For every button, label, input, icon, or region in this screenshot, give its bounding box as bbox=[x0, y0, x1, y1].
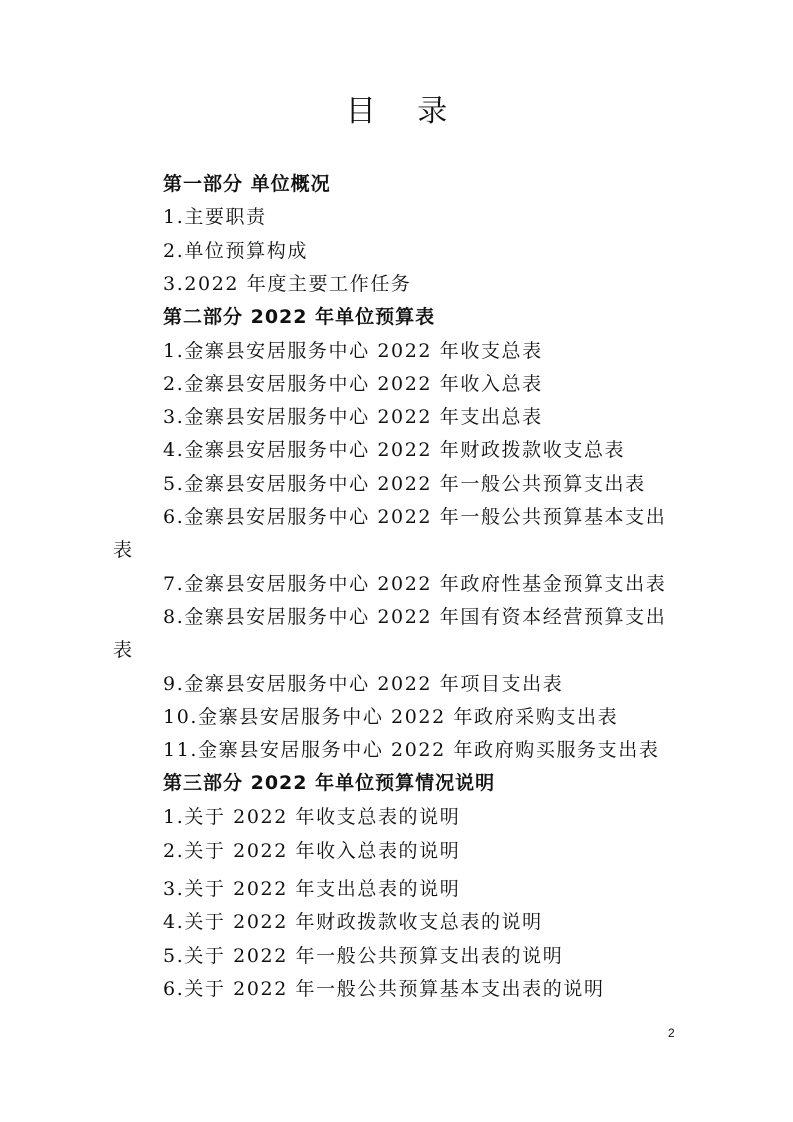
toc-item: 8.金寨县安居服务中心 2022 年国有资本经营预算支出 bbox=[163, 606, 667, 628]
toc-item: 7.金寨县安居服务中心 2022 年政府性基金预算支出表 bbox=[163, 573, 667, 595]
toc-item: 4.关于 2022 年财政拨款收支总表的说明 bbox=[163, 911, 543, 933]
toc-item: 6.关于 2022 年一般公共预算基本支出表的说明 bbox=[163, 978, 605, 1000]
page-number: 2 bbox=[668, 1026, 675, 1040]
toc-item: 6.金寨县安居服务中心 2022 年一般公共预算基本支出 bbox=[163, 506, 667, 528]
toc-part2-heading: 第二部分 2022 年单位预算表 bbox=[163, 306, 436, 328]
toc-part1-heading: 第一部分 单位概况 bbox=[163, 173, 331, 195]
toc-item: 5.金寨县安居服务中心 2022 年一般公共预算支出表 bbox=[163, 473, 646, 495]
toc-item: 2.单位预算构成 bbox=[163, 240, 308, 262]
toc-item-continuation: 表 bbox=[113, 639, 134, 661]
toc-item: 5.关于 2022 年一般公共预算支出表的说明 bbox=[163, 945, 564, 967]
toc-part3-heading: 第三部分 2022 年单位预算情况说明 bbox=[163, 772, 496, 794]
page-title: 目 录 bbox=[345, 94, 464, 129]
toc-item: 11.金寨县安居服务中心 2022 年政府购买服务支出表 bbox=[163, 739, 660, 761]
toc-item: 1.关于 2022 年收支总表的说明 bbox=[163, 806, 461, 828]
toc-item: 2.关于 2022 年收入总表的说明 bbox=[163, 840, 461, 862]
toc-item: 3.关于 2022 年支出总表的说明 bbox=[163, 878, 461, 900]
toc-item-continuation: 表 bbox=[113, 539, 134, 561]
toc-item: 3.2022 年度主要工作任务 bbox=[163, 273, 412, 295]
toc-item: 3.金寨县安居服务中心 2022 年支出总表 bbox=[163, 406, 543, 428]
toc-item: 4.金寨县安居服务中心 2022 年财政拨款收支总表 bbox=[163, 439, 626, 461]
toc-item: 9.金寨县安居服务中心 2022 年项目支出表 bbox=[163, 673, 564, 695]
toc-item: 1.主要职责 bbox=[163, 206, 267, 228]
toc-item: 10.金寨县安居服务中心 2022 年政府采购支出表 bbox=[163, 706, 619, 728]
toc-item: 2.金寨县安居服务中心 2022 年收入总表 bbox=[163, 373, 543, 395]
toc-item: 1.金寨县安居服务中心 2022 年收支总表 bbox=[163, 340, 543, 362]
